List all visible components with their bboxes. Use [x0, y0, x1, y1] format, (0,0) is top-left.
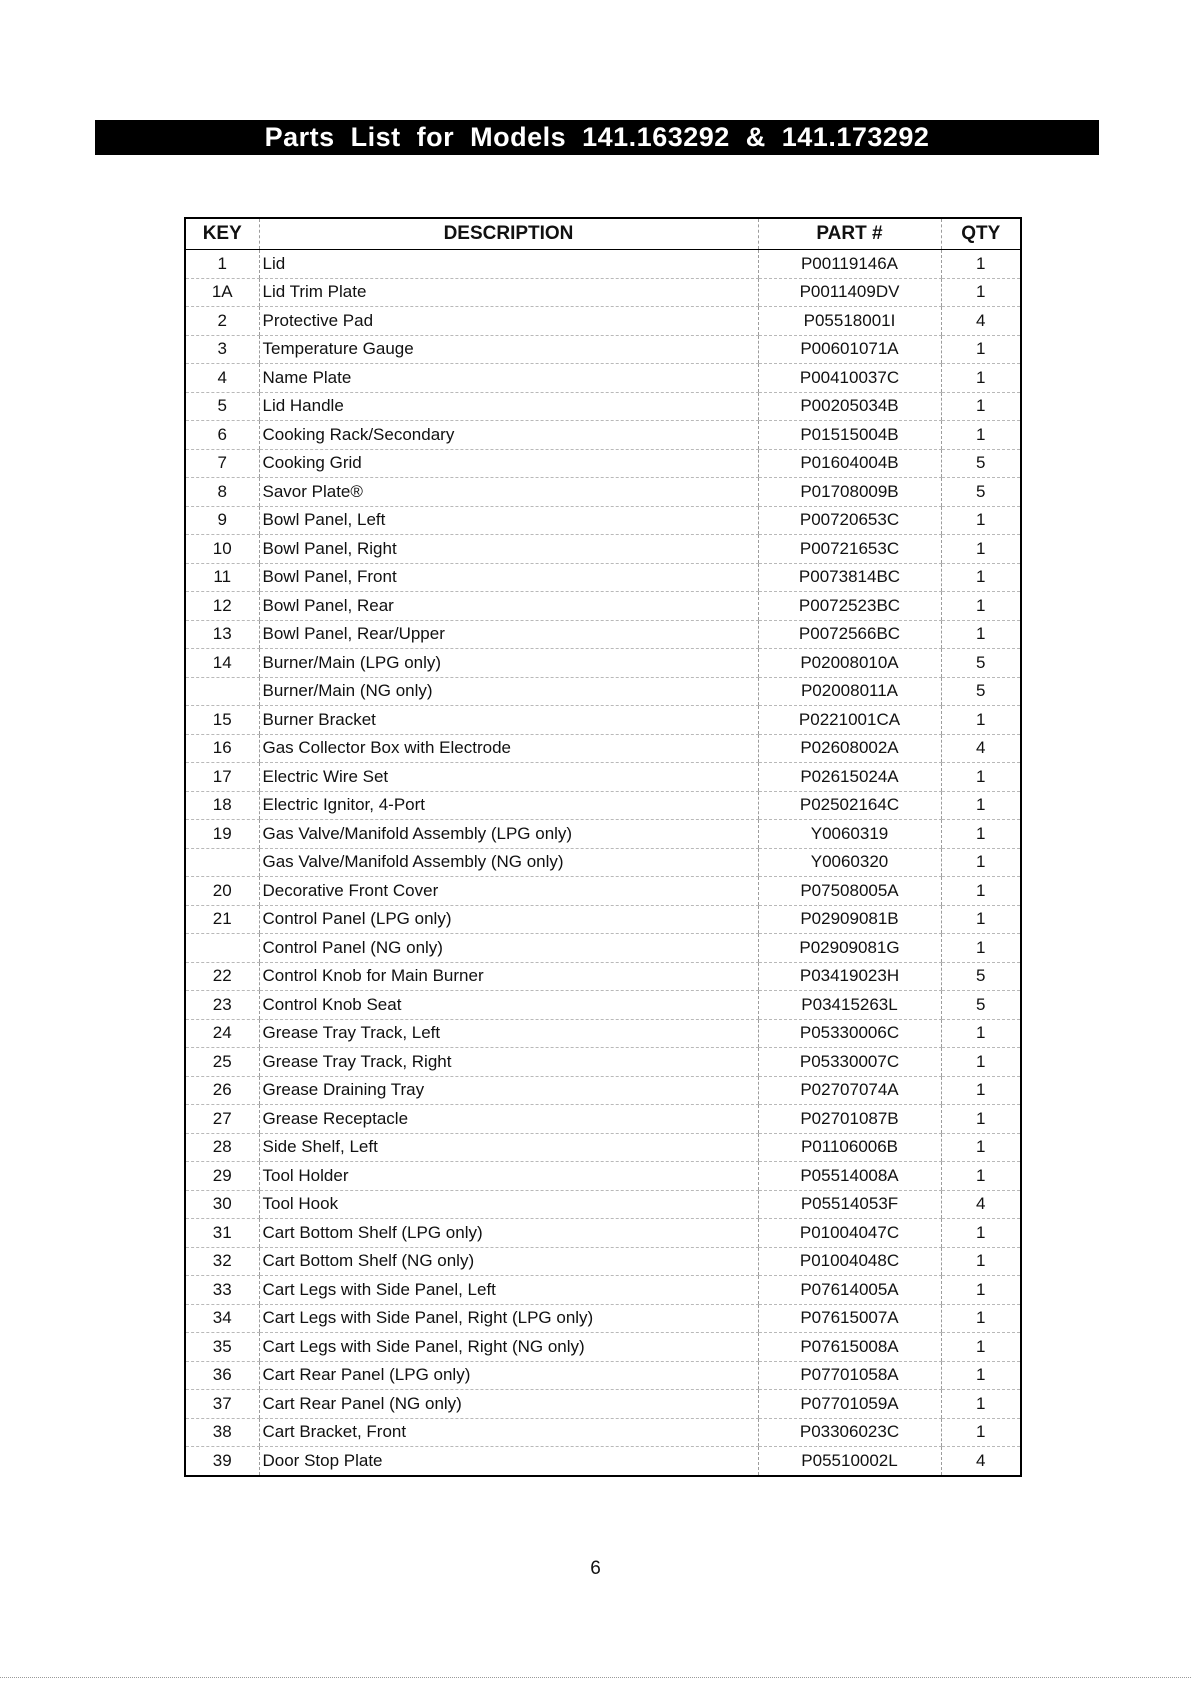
table-row [185, 392, 1021, 421]
cell-part-number: P01708009B [758, 478, 941, 507]
cell-qty: 1 [941, 1105, 1021, 1134]
cell-key: 34 [185, 1304, 259, 1333]
header-description: DESCRIPTION [259, 218, 758, 250]
cell-description: Cart Legs with Side Panel, Right (NG only) [259, 1333, 758, 1362]
cell-part-number: Y0060319 [758, 820, 941, 849]
cell-qty: 5 [941, 991, 1021, 1020]
cell-part-number: P07615008A [758, 1333, 941, 1362]
cell-part-number: P00720653C [758, 506, 941, 535]
cell-description: Cart Legs with Side Panel, Right (LPG only) [259, 1304, 758, 1333]
cell-part-number: P05514008A [758, 1162, 941, 1191]
cell-description: Electric Ignitor, 4-Port [259, 791, 758, 820]
table-row [185, 848, 1021, 877]
table-row [185, 1219, 1021, 1248]
cell-part-number: P02909081B [758, 905, 941, 934]
cell-qty: 1 [941, 1276, 1021, 1305]
cell-description: Control Knob for Main Burner [259, 962, 758, 991]
table-row [185, 1162, 1021, 1191]
cell-description: Decorative Front Cover [259, 877, 758, 906]
cell-description: Cart Bottom Shelf (NG only) [259, 1247, 758, 1276]
table-row [185, 563, 1021, 592]
table-row [185, 1447, 1021, 1476]
cell-description: Lid Handle [259, 392, 758, 421]
cell-qty: 1 [941, 820, 1021, 849]
cell-key: 10 [185, 535, 259, 564]
table-row [185, 1304, 1021, 1333]
cell-description: Grease Tray Track, Right [259, 1048, 758, 1077]
cell-part-number: P02608002A [758, 734, 941, 763]
cell-qty: 1 [941, 791, 1021, 820]
cell-qty: 1 [941, 535, 1021, 564]
cell-part-number: P0072523BC [758, 592, 941, 621]
cell-description: Bowl Panel, Rear [259, 592, 758, 621]
cell-description: Cart Bottom Shelf (LPG only) [259, 1219, 758, 1248]
cell-key: 18 [185, 791, 259, 820]
cell-part-number: P07508005A [758, 877, 941, 906]
table-row [185, 535, 1021, 564]
cell-qty: 1 [941, 364, 1021, 393]
table-row [185, 421, 1021, 450]
cell-description: Grease Receptacle [259, 1105, 758, 1134]
cell-key: 13 [185, 620, 259, 649]
cell-description: Lid [259, 250, 758, 279]
table-row [185, 1076, 1021, 1105]
table-row [185, 763, 1021, 792]
table-row [185, 592, 1021, 621]
cell-key: 12 [185, 592, 259, 621]
cell-part-number: P02707074A [758, 1076, 941, 1105]
table-row [185, 364, 1021, 393]
cell-qty: 4 [941, 1190, 1021, 1219]
page-title: Parts List for Models 141.163292 & 141.173292 [264, 122, 930, 152]
cell-key: 36 [185, 1361, 259, 1390]
page-title-banner [95, 120, 1099, 155]
table-row [185, 1390, 1021, 1419]
cell-description: Cart Rear Panel (NG only) [259, 1390, 758, 1419]
cell-part-number: P00601071A [758, 335, 941, 364]
cell-part-number: P01515004B [758, 421, 941, 450]
cell-key: 14 [185, 649, 259, 678]
cell-description: Grease Tray Track, Left [259, 1019, 758, 1048]
cell-key: 11 [185, 563, 259, 592]
cell-part-number: P05510002L [758, 1447, 941, 1476]
cell-part-number: P01004048C [758, 1247, 941, 1276]
cell-part-number: P02502164C [758, 791, 941, 820]
cell-qty: 1 [941, 706, 1021, 735]
cell-part-number: P07614005A [758, 1276, 941, 1305]
cell-part-number: P03415263L [758, 991, 941, 1020]
cell-description: Protective Pad [259, 307, 758, 336]
cell-qty: 1 [941, 848, 1021, 877]
cell-part-number: P07615007A [758, 1304, 941, 1333]
cell-part-number: P0221001CA [758, 706, 941, 735]
cell-key: 9 [185, 506, 259, 535]
table-row [185, 962, 1021, 991]
cell-part-number: P07701059A [758, 1390, 941, 1419]
cell-key: 37 [185, 1390, 259, 1419]
cell-key: 1A [185, 278, 259, 307]
table-row [185, 278, 1021, 307]
cell-description: Tool Hook [259, 1190, 758, 1219]
cell-description: Bowl Panel, Front [259, 563, 758, 592]
cell-key: 8 [185, 478, 259, 507]
cell-part-number: P03419023H [758, 962, 941, 991]
cell-qty: 5 [941, 478, 1021, 507]
cell-qty: 1 [941, 1048, 1021, 1077]
cell-key: 38 [185, 1418, 259, 1447]
cell-part-number: Y0060320 [758, 848, 941, 877]
table-row [185, 478, 1021, 507]
cell-part-number: P05514053F [758, 1190, 941, 1219]
parts-list-table [184, 217, 1022, 1477]
cell-qty: 1 [941, 1219, 1021, 1248]
cell-qty: 4 [941, 734, 1021, 763]
cell-description: Control Panel (NG only) [259, 934, 758, 963]
parts-table-body [185, 250, 1021, 1476]
header-qty: QTY [941, 218, 1021, 250]
cell-description: Door Stop Plate [259, 1447, 758, 1476]
cell-part-number: P01604004B [758, 449, 941, 478]
cell-part-number: P03306023C [758, 1418, 941, 1447]
page-number: 6 [590, 1558, 601, 1579]
table-row [185, 1333, 1021, 1362]
cell-part-number: P0072566BC [758, 620, 941, 649]
cell-description: Temperature Gauge [259, 335, 758, 364]
cell-qty: 5 [941, 677, 1021, 706]
cell-key: 16 [185, 734, 259, 763]
table-row [185, 1048, 1021, 1077]
cell-key: 20 [185, 877, 259, 906]
cell-part-number: P01106006B [758, 1133, 941, 1162]
cell-qty: 4 [941, 1447, 1021, 1476]
cell-qty: 5 [941, 649, 1021, 678]
table-row [185, 335, 1021, 364]
cell-key [185, 677, 259, 706]
cell-description: Cooking Grid [259, 449, 758, 478]
table-row [185, 620, 1021, 649]
cell-key: 4 [185, 364, 259, 393]
cell-qty: 1 [941, 1390, 1021, 1419]
table-row [185, 649, 1021, 678]
cell-description: Bowl Panel, Right [259, 535, 758, 564]
header-key: KEY [185, 218, 259, 250]
cell-description: Lid Trim Plate [259, 278, 758, 307]
cell-part-number: P02615024A [758, 763, 941, 792]
cell-key: 5 [185, 392, 259, 421]
cell-description: Bowl Panel, Rear/Upper [259, 620, 758, 649]
table-row [185, 706, 1021, 735]
table-row [185, 1019, 1021, 1048]
cell-qty: 1 [941, 934, 1021, 963]
cell-key: 22 [185, 962, 259, 991]
cell-qty: 1 [941, 1247, 1021, 1276]
cell-qty: 1 [941, 335, 1021, 364]
cell-key: 2 [185, 307, 259, 336]
table-row [185, 250, 1021, 279]
cell-key [185, 848, 259, 877]
table-row [185, 1361, 1021, 1390]
cell-key: 29 [185, 1162, 259, 1191]
cell-description: Bowl Panel, Left [259, 506, 758, 535]
cell-key: 23 [185, 991, 259, 1020]
cell-qty: 1 [941, 763, 1021, 792]
table-row [185, 877, 1021, 906]
table-row [185, 991, 1021, 1020]
table-row [185, 449, 1021, 478]
cell-qty: 1 [941, 250, 1021, 279]
cell-qty: 1 [941, 620, 1021, 649]
cell-part-number: P0073814BC [758, 563, 941, 592]
cell-description: Electric Wire Set [259, 763, 758, 792]
cell-key: 39 [212, 1450, 232, 1470]
cell-qty: 1 [941, 1333, 1021, 1362]
cell-part-number: P0011409DV [758, 278, 941, 307]
cell-description: Tool Holder [259, 1162, 758, 1191]
cell-part-number: P02701087B [758, 1105, 941, 1134]
table-row [185, 1418, 1021, 1447]
table-row [185, 1190, 1021, 1219]
cell-key: 21 [185, 905, 259, 934]
cell-key: 1 [185, 250, 259, 279]
table-row [185, 1133, 1021, 1162]
table-row [185, 1247, 1021, 1276]
cell-qty: 1 [941, 1133, 1021, 1162]
cell-description: Name Plate [259, 364, 758, 393]
cell-part-number: P00410037C [758, 364, 941, 393]
table-row [185, 820, 1021, 849]
table-row [185, 791, 1021, 820]
cell-qty: 1 [941, 1076, 1021, 1105]
cell-part-number: P02909081G [758, 934, 941, 963]
cell-key: 15 [185, 706, 259, 735]
cell-description: Burner/Main (NG only) [259, 677, 758, 706]
cell-qty: 1 [941, 1304, 1021, 1333]
cell-qty: 1 [941, 421, 1021, 450]
table-row [185, 905, 1021, 934]
table-row [185, 307, 1021, 336]
cell-key: 3 [185, 335, 259, 364]
cell-description: Gas Collector Box with Electrode [259, 734, 758, 763]
bottom-rule [0, 1677, 1191, 1679]
table-header-row [185, 218, 1021, 250]
cell-qty: 1 [941, 1361, 1021, 1390]
cell-key: 6 [185, 421, 259, 450]
cell-qty: 1 [941, 592, 1021, 621]
cell-description: Control Knob Seat [259, 991, 758, 1020]
cell-qty: 1 [941, 1019, 1021, 1048]
cell-part-number: P07701058A [758, 1361, 941, 1390]
cell-qty: 5 [941, 449, 1021, 478]
cell-key: 27 [185, 1105, 259, 1134]
cell-description: Cart Legs with Side Panel, Left [259, 1276, 758, 1305]
cell-part-number: P00721653C [758, 535, 941, 564]
cell-key: 25 [185, 1048, 259, 1077]
cell-description: Cart Bracket, Front [259, 1418, 758, 1447]
table-row [185, 734, 1021, 763]
cell-key: 26 [185, 1076, 259, 1105]
cell-key: 33 [185, 1276, 259, 1305]
cell-part-number: P00119146A [758, 250, 941, 279]
cell-key: 30 [185, 1190, 259, 1219]
cell-key: 7 [185, 449, 259, 478]
cell-part-number: P01004047C [758, 1219, 941, 1248]
table-row [185, 934, 1021, 963]
cell-part-number: P00205034B [758, 392, 941, 421]
cell-description: Burner/Main (LPG only) [259, 649, 758, 678]
header-part-number: PART # [758, 218, 941, 250]
cell-description: Burner Bracket [259, 706, 758, 735]
cell-qty: 5 [941, 962, 1021, 991]
cell-part-number: P05518001I [758, 307, 941, 336]
cell-part-number: P05330006C [758, 1019, 941, 1048]
cell-qty: 1 [941, 392, 1021, 421]
cell-key: 28 [185, 1133, 259, 1162]
cell-key: 19 [185, 820, 259, 849]
cell-qty: 1 [941, 1418, 1021, 1447]
cell-description: Control Panel (LPG only) [259, 905, 758, 934]
cell-description: Savor Plate® [259, 478, 758, 507]
cell-key: 31 [185, 1219, 259, 1248]
cell-qty: 1 [941, 563, 1021, 592]
cell-part-number: P05330007C [758, 1048, 941, 1077]
cell-qty: 1 [941, 506, 1021, 535]
cell-qty: 4 [941, 307, 1021, 336]
cell-key: 32 [185, 1247, 259, 1276]
cell-description: Gas Valve/Manifold Assembly (LPG only) [259, 820, 758, 849]
table-row [185, 677, 1021, 706]
cell-part-number: P02008011A [758, 677, 941, 706]
cell-qty: 1 [941, 278, 1021, 307]
table-row [185, 506, 1021, 535]
table-row [185, 1276, 1021, 1305]
table-row [185, 1105, 1021, 1134]
cell-description: Cooking Rack/Secondary [259, 421, 758, 450]
cell-description: Gas Valve/Manifold Assembly (NG only) [259, 848, 758, 877]
cell-key: 35 [185, 1333, 259, 1362]
cell-key: 24 [185, 1019, 259, 1048]
cell-qty: 1 [941, 877, 1021, 906]
cell-part-number: P02008010A [758, 649, 941, 678]
cell-description: Cart Rear Panel (LPG only) [259, 1361, 758, 1390]
cell-qty: 1 [941, 1162, 1021, 1191]
cell-description: Grease Draining Tray [259, 1076, 758, 1105]
cell-description: Side Shelf, Left [259, 1133, 758, 1162]
cell-qty: 1 [941, 905, 1021, 934]
cell-key: 17 [185, 763, 259, 792]
cell-key [185, 934, 259, 963]
